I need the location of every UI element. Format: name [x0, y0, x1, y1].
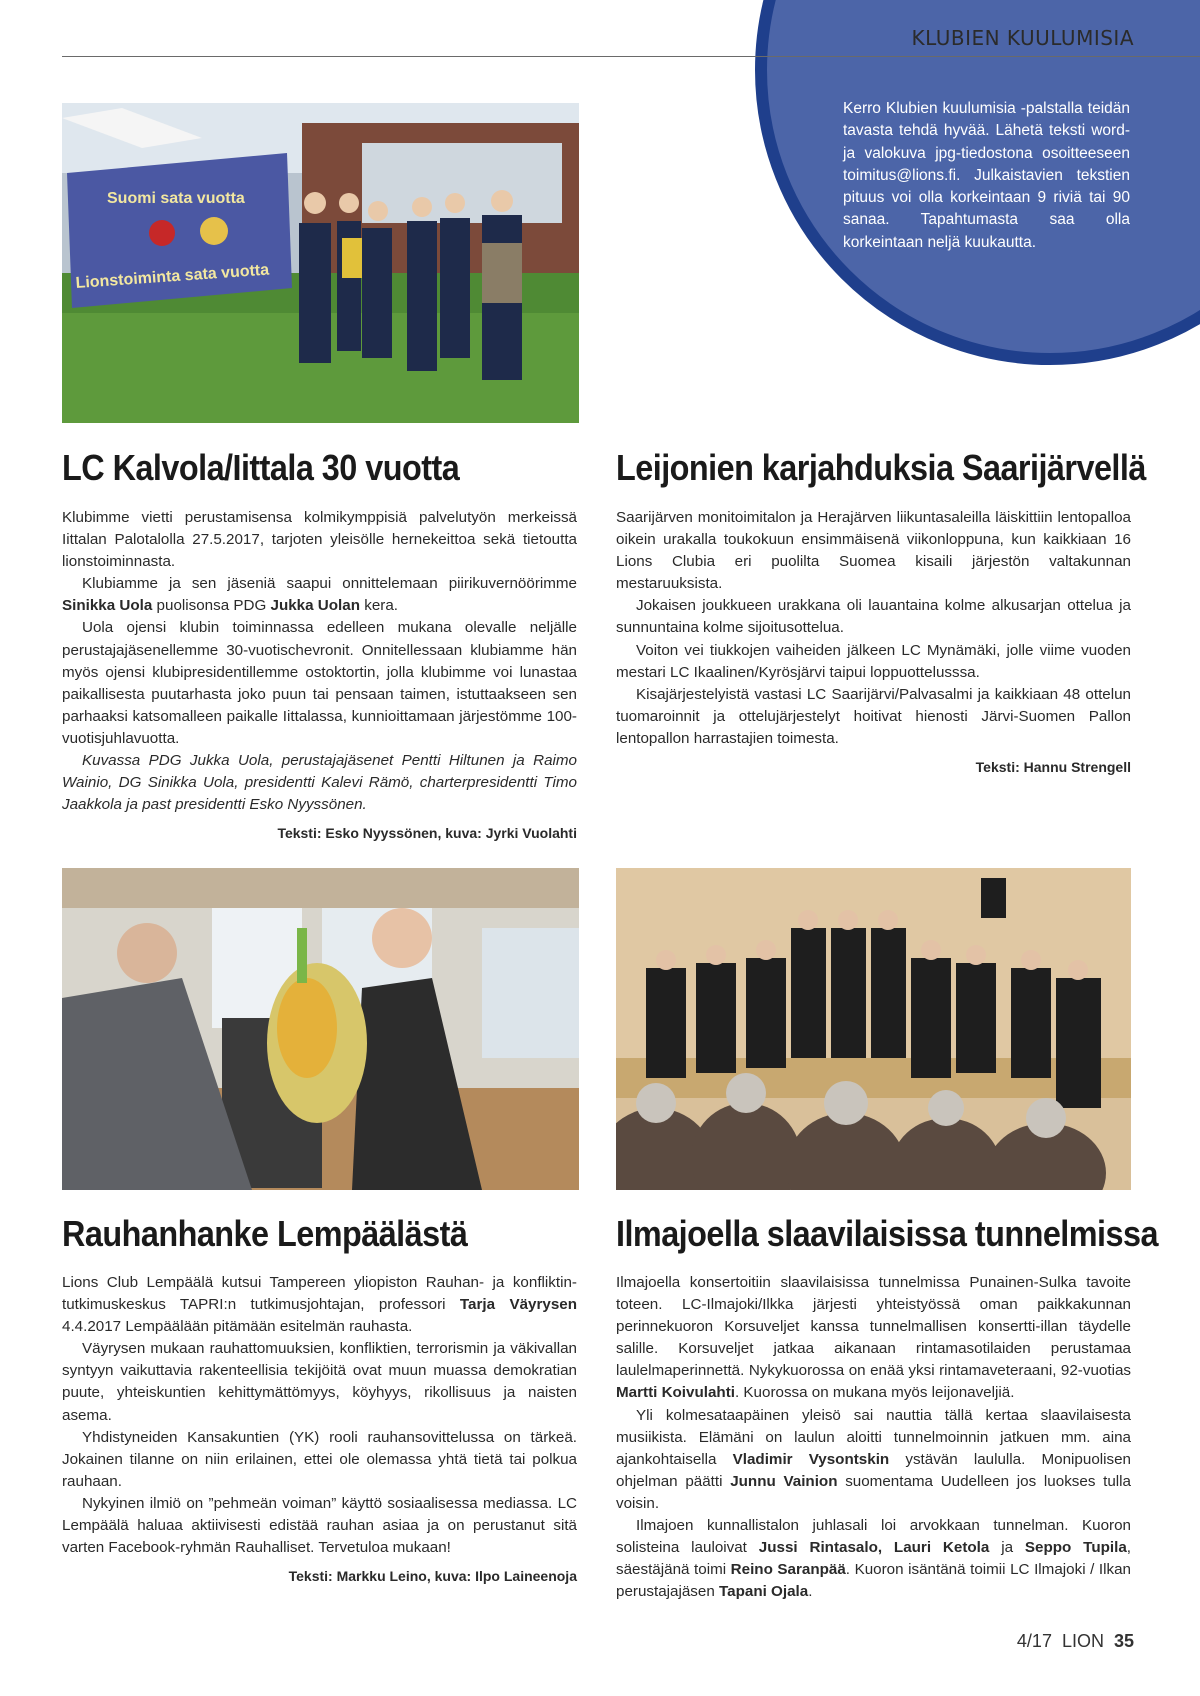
- paragraph: Kisajärjestelyistä vastasi LC Saarijärvi/Palvasalmi ja kaikkiaan 48 ottelun tuomaroinnit ja ottelujärjestelyt hoitivat hienosti Järvi-Suomen Pallon lentopallon harrastajien toimesta.: [616, 685, 1131, 747]
- paragraph: Jokaisen joukkueen urakkana oli lauantaina kolme alkusarjan ottelua ja sunnuntaina kolme sijoitusottelua.: [616, 597, 1131, 637]
- issue-label: 4/17 LION: [1016, 1631, 1104, 1651]
- person-name: Jussi Rintasalo, Lauri Ketola: [758, 1539, 990, 1557]
- paragraph: Ilmajoen kunnallistalon juhlasali loi arvokkaan tunnelman. Kuoron solisteina lauloivat Jussi Rintasalo, Lauri Ketola ja Seppo Tupila, säestäjänä toimi Reino Saranpää. Kuoron isäntänä toimii LC Ilmajoki / Ilkan perustajajäsen Tapani Ojala.: [616, 1517, 1132, 1601]
- person-name: Vladimir Vysontskin: [732, 1450, 890, 1468]
- paragraph: Saarijärven monitoimitalon ja Herajärven liikuntasaleilla läiskittiin lentopalloa oikein urakalla toukokuun ensimmäisenä viikonloppuna, kun kaikkiaan 16 Lions Clubia eri puolilta Suomea kisaili järjestön valtakunnan mestaruuksista.: [616, 509, 1131, 593]
- person-name: Martti Koivulahti: [616, 1384, 735, 1402]
- headline-saarijarvi: Leijonien karjahduksia Saarijärvellä: [616, 447, 1146, 488]
- person-name: Reino Saranpää: [730, 1561, 846, 1579]
- paragraph: Klubiamme ja sen jäseniä saapui onnittelemaan piirikuvernöörimme Sinikka Uola puolisonsa PDG Jukka Uolan kera.: [62, 575, 577, 615]
- person-name: Sinikka Uola: [62, 597, 153, 615]
- photo-caption: Kuvassa PDG Jukka Uola, perustajajäsenet Pentti Hiltunen ja Raimo Wainio, DG Sinikka Uola, presidentti Kalevi Rämö, charterpresidentti Timo Jaakkola ja past presidentti Esko Nyyssönen.: [62, 752, 577, 814]
- person-name: Tarja Väyrysen: [459, 1296, 577, 1314]
- section-label: KLUBIEN KUULUMISIA: [911, 26, 1134, 50]
- photo-kalvola-group: [62, 103, 579, 423]
- submission-note: Kerro Klubien kuulumisia -palstalla teidän tavasta tehdä hyvää. Lähetä teksti word- ja valokuva jpg-tiedostona osoitteeseen toimitus@lions.fi. Julkaistavien tekstien pituus voi olla korkeintaan 9 riviä tai 90 sanaa. Tapahtumasta saa olla korkeintaan neljä kuukautta.: [843, 100, 1130, 251]
- header-rule: [62, 56, 1200, 57]
- person-name: Seppo Tupila: [1024, 1539, 1127, 1557]
- banner-text-top: Suomi sata vuotta: [107, 190, 245, 207]
- page-footer: [1017, 1631, 1134, 1652]
- paragraph: Väyrysen mukaan rauhattomuuksien, konfliktien, terrorismin ja väkivallan syntyyn vaikuttavia rakenteellisia tekijöitä ovat muun muassa demokratian puute, yhteiskuntien kehittymättömyys, köyhyys, rikollisuus ja naisten asema.: [62, 1340, 577, 1424]
- credit-line: Teksti: Hannu Strengell: [975, 759, 1131, 776]
- person-name: Junnu Vainion: [730, 1472, 838, 1490]
- paragraph: Ilmajoella konsertoitiin slaavilaisissa tunnelmissa Punainen-Sulka tavoite toteen. LC-Ilmajoki/Ilkka järjesti yhteistyössä oman paikkakunnan perinnekuoron Korsuveljet kanssa tunnelmallisen konsertti-illan täydelle salille. Korsuveljet jatkaa aikanaan rintamasotilaiden perustamaa laulelmaperinnettä. Nykykuorossa on enää yksi rintamaveteraani, 92-vuotias Martti Koivulahti. Kuorossa on mukana myös leijonaveljiä.: [616, 1274, 1131, 1402]
- person-name: Tapani Ojala: [719, 1583, 809, 1601]
- article-lempaala-body: [62, 1272, 577, 1587]
- paragraph: Klubimme vietti perustamisensa kolmikymppisiä palvelutyön merkeissä Iittalan Palotalolla 27.5.2017, tarjoten yleisölle hernekeittoa sekä tietoutta lionstoiminnasta.: [62, 509, 577, 571]
- paragraph: Yli kolmesataapäinen yleisö sai nauttia tällä kertaa slaavilaisesta musiikista. Elämäni on laulun aloitti tunnelmoinnin jatkuen mm. aina ajankohtaisella Vladimir Vysontskin ystävän laululla. Monipuolisen ohjelman päätti Junnu Vainion suomentama Uudelleen jos luokses tulla voisin.: [616, 1406, 1131, 1512]
- headline-ilmajoki: Ilmajoella slaavilaisissa tunnelmissa: [616, 1213, 1158, 1254]
- article-ilmajoki-body: [616, 1272, 1131, 1603]
- headline-kalvola: LC Kalvola/Iittala 30 vuotta: [62, 447, 460, 488]
- photo-ilmajoki-choir: [616, 868, 1131, 1190]
- article-saarijarvi-body: [616, 507, 1131, 778]
- paragraph: Yhdistyneiden Kansakuntien (YK) rooli rauhansovittelussa on tärkeä. Jokainen tilanne on niin erilainen, ettei ole olemassa yhtä tietä tai polkua rauhaan.: [62, 1428, 577, 1490]
- banner-text-bottom: Lionstoiminta sata vuotta: [75, 261, 270, 292]
- credit-line: Teksti: Esko Nyyssönen, kuva: Jyrki Vuolahti: [277, 825, 577, 842]
- paragraph: Uola ojensi klubin toiminnassa edelleen mukana olevalle neljälle perustajajäsenellemme 30-vuotischevronit. Onnitellessaan klubiamme hän myös ojensi klubipresidentillemme ostoktortin, jolla klubimme voi lunastaa paikallisesta puutarhasta joko puun tai pensaan taimen, istuttaakseen sen parhaaksi katsomalleen paikalle Iittalassa, kunnioittamaan järjestömme 100-vuotisjuhlavuotta.: [62, 619, 577, 747]
- headline-lempaala: Rauhanhanke Lempäälästä: [62, 1213, 468, 1254]
- paragraph: Nykyinen ilmiö on ”pehmeän voiman” käyttö sosiaalisessa mediassa. LC Lempäälä haluaa aktiivisesti edistää rauhan asiaa ja on perustanut sitä varten Facebook-ryhmän Rauhalliset. Tervetuloa mukaan!: [62, 1494, 577, 1557]
- photo-lempaala-flowers: [62, 868, 579, 1190]
- credit-line: Teksti: Markku Leino, kuva: Ilpo Laineenoja: [288, 1568, 577, 1585]
- paragraph: Lions Club Lempäälä kutsui Tampereen yliopiston Rauhan- ja konfliktin-tutkimuskeskus TAPRI:n tutkimusjohtajan, professori Tarja Väyrysen 4.4.2017 Lempäälään pitämään esitelmän rauhasta.: [62, 1274, 577, 1336]
- page-number: 35: [1113, 1631, 1134, 1651]
- person-name: Jukka Uolan: [270, 597, 360, 615]
- article-kalvola-body: [62, 507, 577, 844]
- paragraph: Voiton vei tiukkojen vaiheiden jälkeen LC Mynämäki, jolle viime vuoden mestari LC Ikaalinen/Kyrösjärvi taipui loppuottelusssa.: [616, 641, 1131, 681]
